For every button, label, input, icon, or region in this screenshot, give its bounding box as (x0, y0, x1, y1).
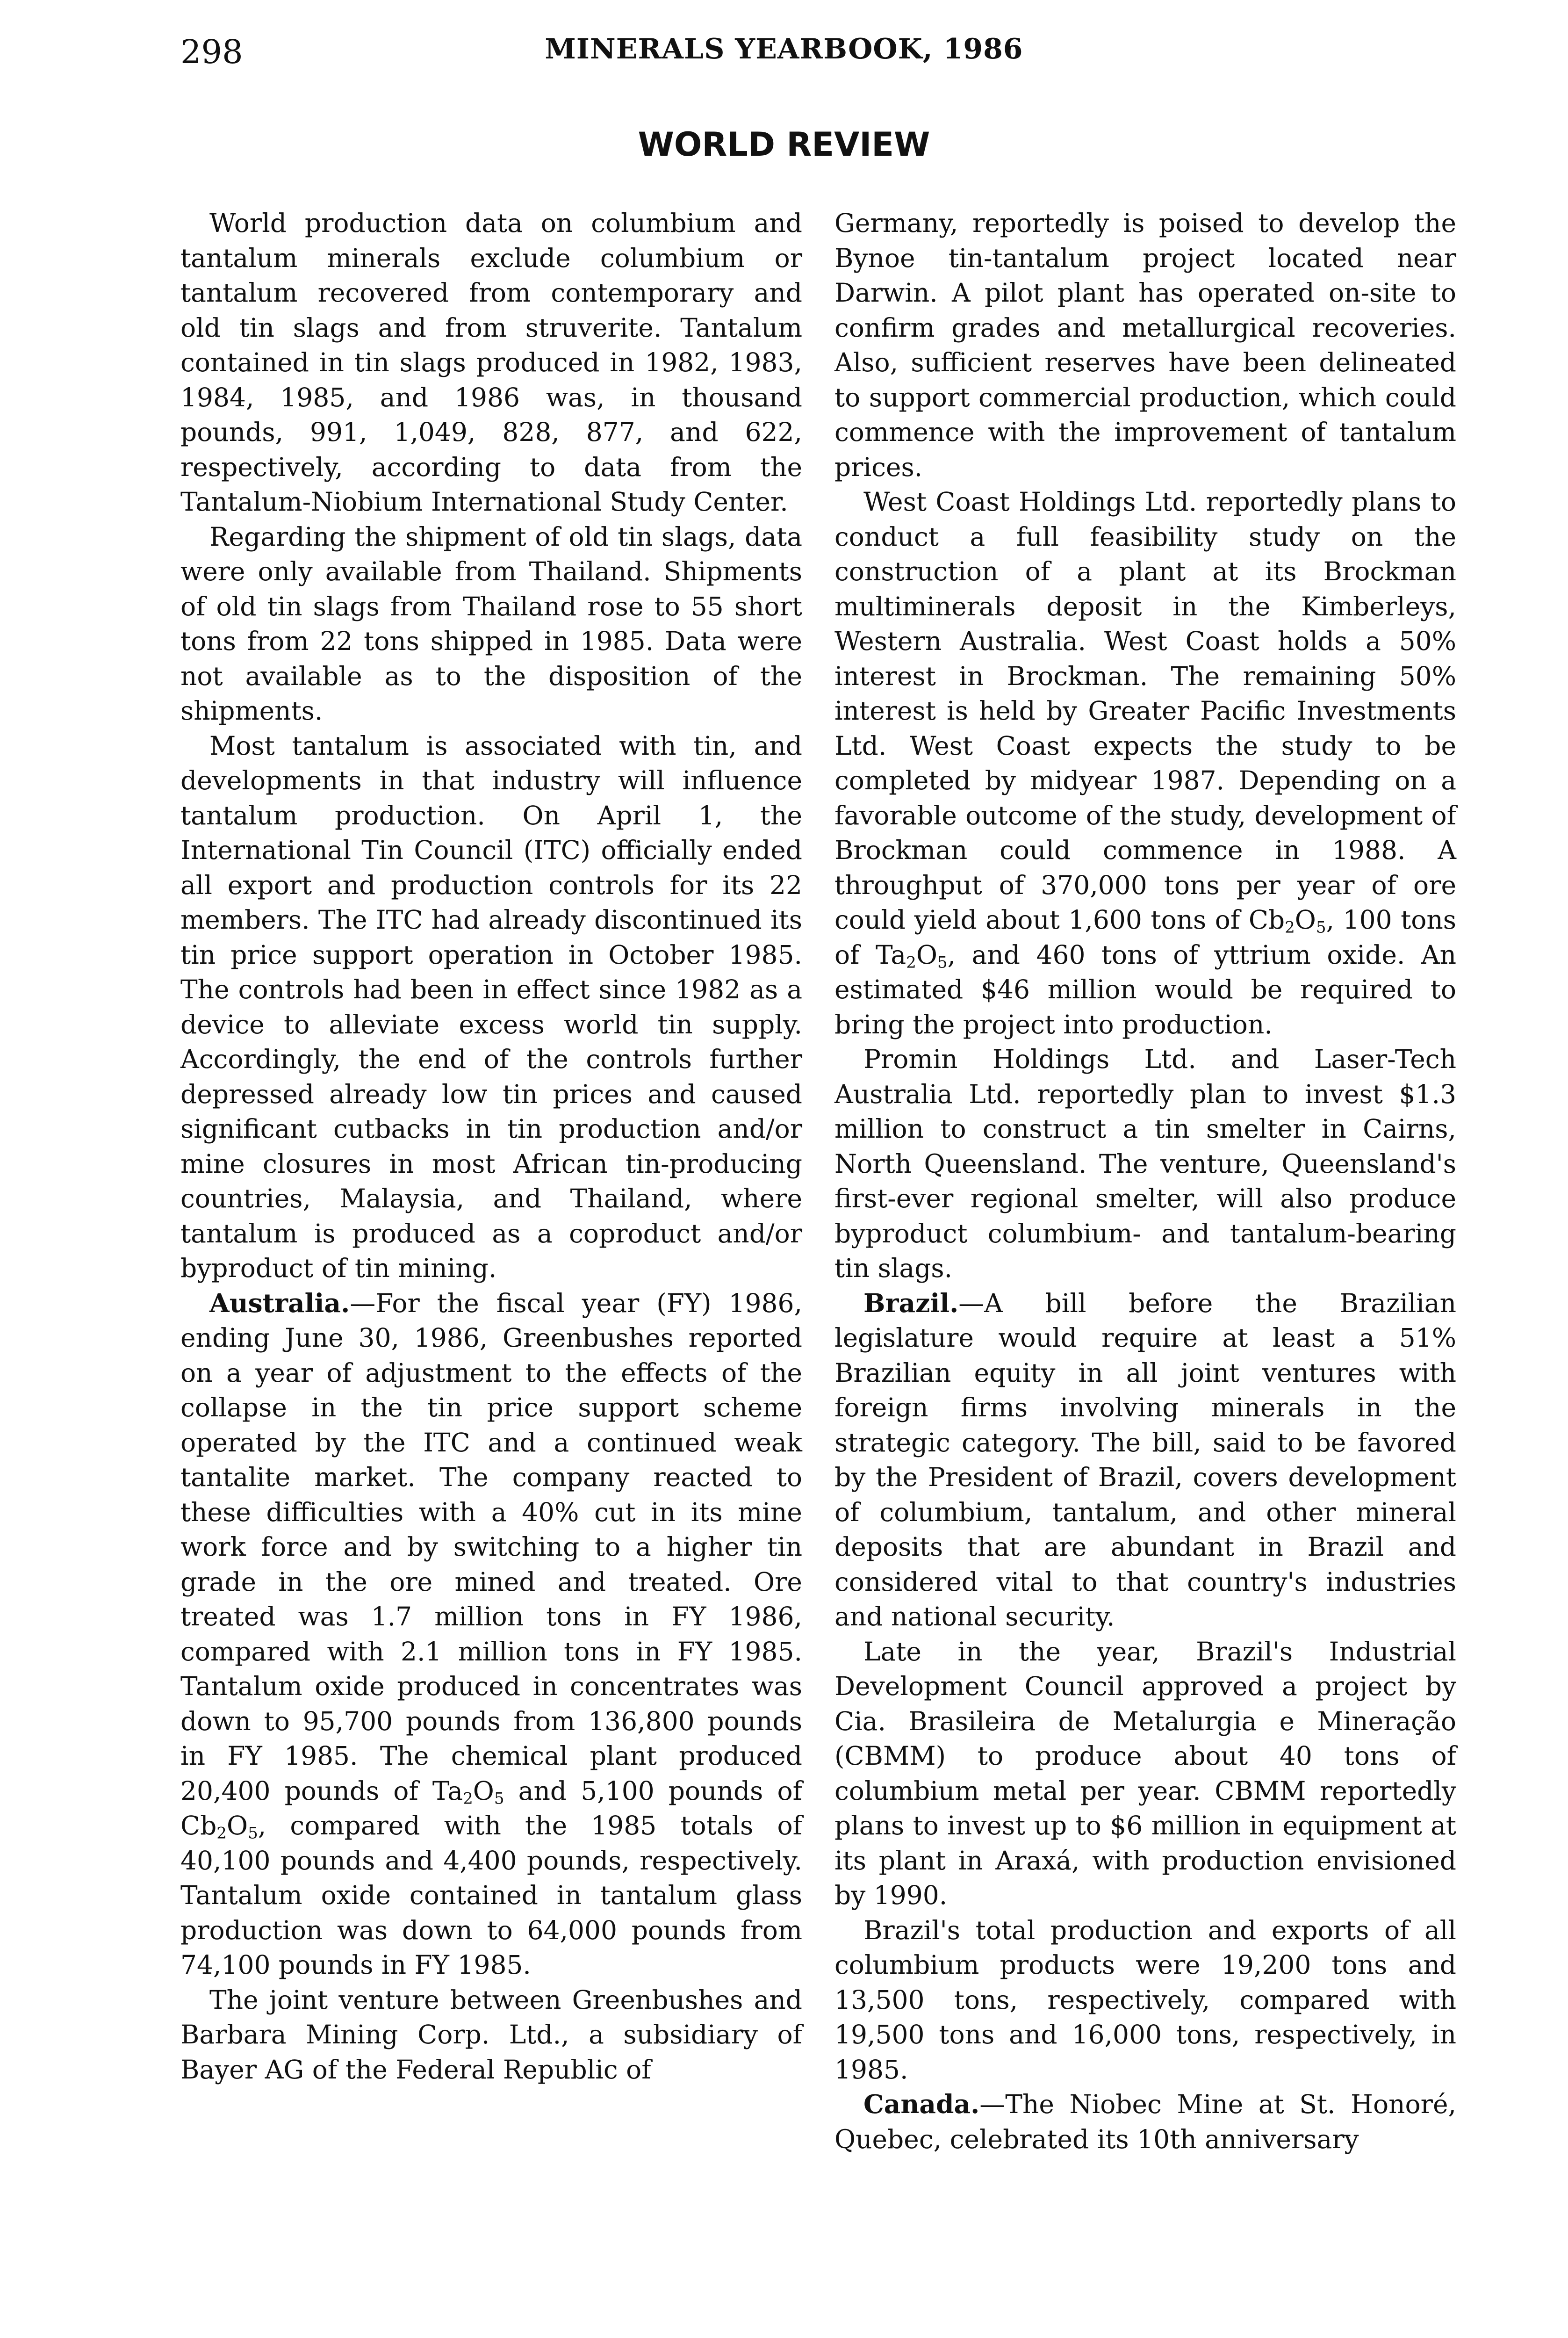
page-number: 298 (180, 33, 243, 71)
running-header (0, 33, 1568, 79)
paragraph-brazil-exports: Brazil's total production and exports of all columbium products were 19,200 tons and 13,500 tons, respectively, compared with 19,500 tons and 16,000 tons, respectively, in 1985. (834, 1915, 1456, 2085)
paragraph-west-coast-holdings (834, 484, 1456, 1042)
left-column (180, 206, 802, 2087)
subscript: 5 (494, 1789, 504, 1808)
australia-heading: Australia. (209, 1287, 350, 1318)
paragraph-world-production: World production data on columbium and tantalum minerals exclude columbium or tantalum recovered from contemporary and old tin slags and from struverite. Tantalum contained in tin slags produced in 1982, 1983, 1984, 1985, and 1986 was, in thousand pounds, 991, 1,049, 828, 877, and 622, respectively, according to data from the Tantalum-Niobium International Study Center. (180, 208, 802, 517)
west-coast-text-c: , 100 tons of Ta (834, 905, 1456, 970)
paragraph-old-tin-slags: Regarding the shipment of old tin slags, data were only available from Thailand. Shipments of old tin slags from Thailand rose to 55 short tons from 22 tons shipped in 1985. Data were not available as to the disposition of the shipments. (180, 521, 802, 726)
australia-text-d: O (226, 1811, 248, 1840)
australia-text-b: O (473, 1775, 494, 1806)
paragraph-australia (180, 1286, 802, 1983)
paragraph-cbmm: Late in the year, Brazil's Industrial Development Council approved a project by Cia. Brasileira de Metalurgia e Mineração (CBMM) to produce about 40 tons of columbium metal per year. CBMM reportedly plans to invest up to $6 million in equipment at its plant in Araxá, with production envisioned by 1990. (834, 1636, 1456, 1910)
australia-text-a: —For the fiscal year (FY) 1986, ending June 30, 1986, Greenbushes reported on a year of adjustment to the effects of the collapse in the tin price support scheme operated by the ITC and a continued weak tantalite market. The company reacted to these difficulties with a 40% cut in its mine work force and by switching to a higher tin grade in the ore mined and treated. Ore treated was 1.7 million tons in FY 1986, compared with 2.1 million tons in FY 1985. Tantalum oxide produced in concentrates was down to 95,700 pounds from 136,800 pounds in FY 1985. The chemical plant produced 20,400 pounds of Ta (180, 1288, 802, 1806)
brazil-text: —A bill before the Brazilian legislature would require at least a 51% Brazilian equity in all joint ventures with foreign firms involving minerals in the strategic category. The bill, said to be favored by the President of Brazil, covers development of columbium, tantalum, and other mineral deposits that are abundant in Brazil and considered vital to that country's industries and national security. (834, 1288, 1456, 1631)
right-column (834, 206, 1456, 2157)
paragraph-promin-holdings: Promin Holdings Ltd. and Laser-Tech Australia Ltd. reportedly plan to invest $1.3 million to construct a tin smelter in Cairns, North Queensland. The venture, Queensland's first-ever regional smelter, will also produce byproduct columbium- and tantalum-bearing tin slags. (834, 1044, 1456, 1283)
subscript: 5 (248, 1824, 258, 1843)
section-title: WORLD REVIEW (638, 125, 930, 164)
canada-heading: Canada. (863, 2089, 980, 2119)
subscript: 2 (906, 953, 916, 972)
australia-text-c: and 5,100 pounds of Cb (180, 1775, 802, 1840)
subscript: 5 (937, 953, 948, 972)
subscript: 2 (216, 1824, 227, 1843)
paragraph-joint-venture: The joint venture between Greenbushes and Barbara Mining Corp. Ltd., a subsidiary of Bayer AG of the Federal Republic of (180, 1984, 802, 2085)
brazil-heading: Brazil. (863, 1287, 959, 1318)
canada-text: —The Niobec Mine at St. Honoré, Quebec, celebrated its 10th anniversary (834, 2089, 1456, 2154)
subscript: 5 (1316, 918, 1326, 937)
west-coast-text-b: O (1295, 905, 1316, 935)
west-coast-text-e: , and 460 tons of yttrium oxide. An estimated $46 million would be required to bring the project into production. (834, 939, 1456, 1039)
australia-text-e: , compared with the 1985 totals of 40,100 pounds and 4,400 pounds, respectively. Tantalum oxide contained in tantalum glass production was down to 64,000 pounds from 74,100 pounds in FY 1985. (180, 1811, 802, 1980)
paragraph-brazil (834, 1286, 1456, 1634)
subscript: 2 (463, 1789, 473, 1808)
paragraph-canada (834, 2087, 1456, 2157)
paragraph-bynoe-project: Germany, reportedly is poised to develop the Bynoe tin-tantalum project located near Darwin. A pilot plant has operated on-site to confirm grades and metallurgical recoveries. Also, sufficient reserves have been delineated to support commercial production, which could commence with the improvement of tantalum prices. (834, 208, 1456, 482)
west-coast-text-d: O (916, 939, 937, 970)
paragraph-tin-industry: Most tantalum is associated with tin, and developments in that industry will influence tantalum production. On April 1, the International Tin Council (ITC) officially ended all export and production controls for its 22 members. The ITC had already discontinued its tin price support operation in October 1985. The controls had been in effect since 1982 as a device to alleviate excess world tin supply. Accordingly, the end of the controls further depressed already low tin prices and caused significant cutbacks in tin production and/or mine closures in most African tin-producing countries, Malaysia, and Thailand, where tantalum is produced as a coproduct and/or byproduct of tin mining. (180, 730, 802, 1283)
publication-title: MINERALS YEARBOOK, 1986 (545, 33, 1023, 65)
subscript: 2 (1285, 918, 1295, 937)
west-coast-text-a: West Coast Holdings Ltd. reportedly plans to conduct a full feasibility study on the construction of a plant at its Brockman multiminerals deposit in the Kimberleys, Western Australia. West Coast holds a 50% interest in Brockman. The remaining 50% interest is held by Greater Pacific Investments Ltd. West Coast expects the study to be completed by midyear 1987. Depending on a favorable outcome of the study, development of Brockman could commence in 1988. A throughput of 370,000 tons per year of ore could yield about 1,600 tons of Cb (834, 487, 1456, 935)
